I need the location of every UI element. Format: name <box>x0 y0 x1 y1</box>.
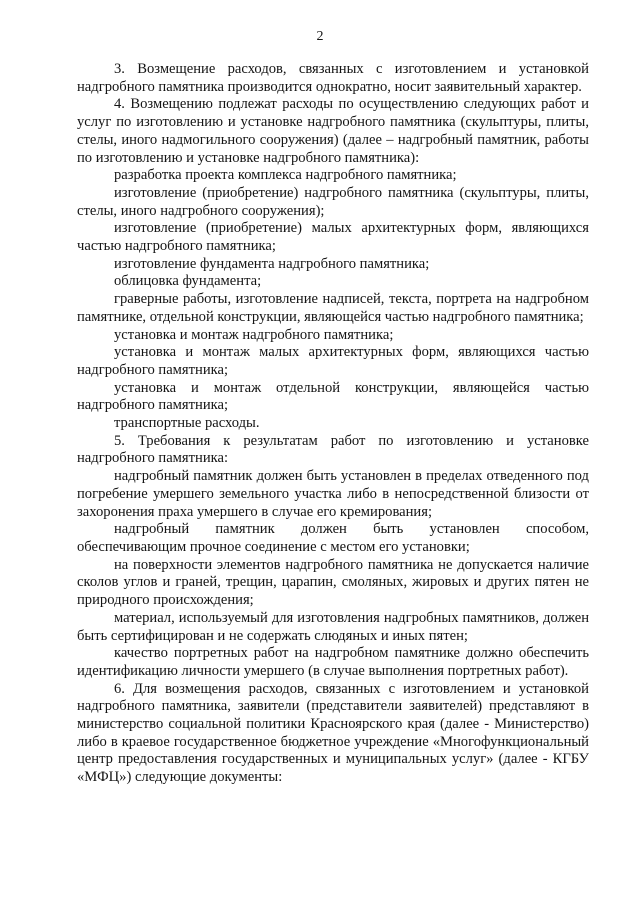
list-item: разработка проекта комплекса надгробного памятника; <box>114 167 457 184</box>
list-item: установка и монтаж малых архитектурных форм, являющихся частью надгробного памятника; <box>77 344 589 378</box>
paragraph-3: 3. Возмещение расходов, связанных с изготовлением и установкой надгробного памятника производится однократно, носит заявительный характер. <box>77 61 589 95</box>
paragraph-4: 4. Возмещению подлежат расходы по осуществлению следующих работ и услуг по изготовлению и установке надгробного памятника (скульптуры, плиты, стелы, иного надмогильного сооружения) (далее – надгробный памятник, работы по изготовлению и установке надгробного памятника): <box>77 96 589 166</box>
list-item: надгробный памятник должен быть установлен способом, обеспечивающим прочное соединение с местом его установки; <box>77 521 589 555</box>
list-item: облицовка фундамента; <box>114 273 262 290</box>
list-item: изготовление фундамента надгробного памятника; <box>114 255 430 272</box>
paragraph-5: 5. Требования к результатам работ по изготовлению и установке надгробного памятника: <box>77 432 589 467</box>
list-item: надгробный памятник должен быть установлен в пределах отведенного под погребение умершего земельного участка либо в непосредственной близости от захоронения праха умершего в случае его кремирования; <box>77 468 589 520</box>
list-item: изготовление (приобретение) малых архитектурных форм, являющихся частью надгробного памятника; <box>77 220 589 255</box>
list-item: установка и монтаж отдельной конструкции, являющейся частью надгробного памятника; <box>77 379 589 414</box>
list-item: установка и монтаж надгробного памятника; <box>114 326 394 343</box>
document-body <box>77 61 589 787</box>
list-item: транспортные расходы. <box>114 415 260 432</box>
list-item: на поверхности элементов надгробного памятника не допускается наличие сколов углов и граней, трещин, царапин, смоляных, жировых и других пятен не природного происхождения; <box>77 556 589 609</box>
page-number: 2 <box>316 29 324 44</box>
paragraph-6: 6. Для возмещения расходов, связанных с изготовлением и установкой надгробного памятника, заявители (представители заявителей) представляют в министерство социальной политики Красноярского края (далее - Министерство) либо в краевое государственное бюджетное учреждение «Многофункциональный центр предоставления государственных и муниципальных услуг» (далее - КГБУ «МФЦ») следующие документы: <box>77 680 589 786</box>
list-item: граверные работы, изготовление надписей, текста, портрета на надгробном памятнике, отдельной конструкции, являющейся частью надгробного памятника; <box>77 291 589 325</box>
list-item: качество портретных работ на надгробном памятнике должно обеспечить идентификацию личности умершего (в случае выполнения портретных работ). <box>77 645 589 679</box>
list-item: изготовление (приобретение) надгробного памятника (скульптуры, плиты, стелы, иного надгробного сооружения); <box>77 184 589 219</box>
list-item: материал, используемый для изготовления надгробных памятников, должен быть сертифицирован и не содержать слюдяных и иных пятен; <box>77 609 589 644</box>
